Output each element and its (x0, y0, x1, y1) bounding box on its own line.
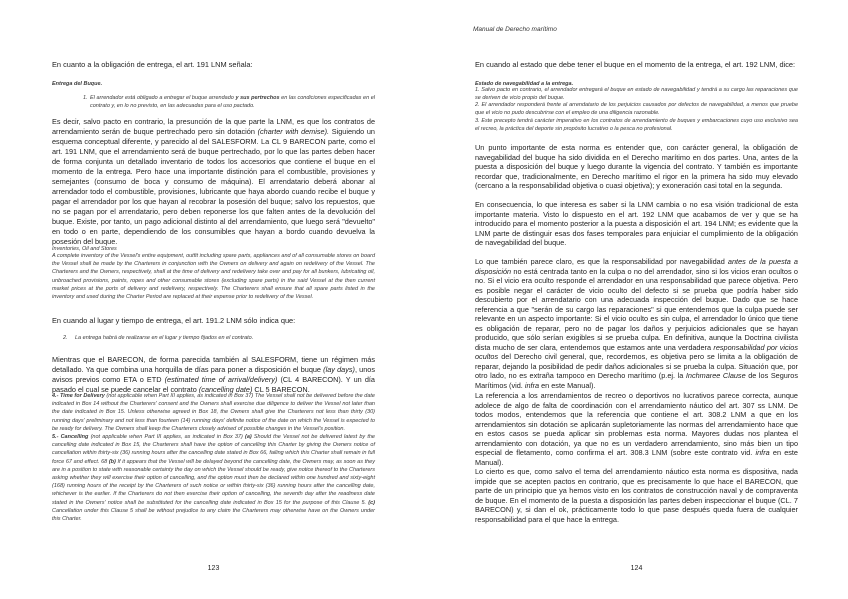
place-intro: En cuando al lugar y tiempo de entrega, el art. 191.2 LNM sólo indica que: (52, 316, 296, 325)
paragraph (475, 467, 798, 524)
emphasis-text: (charter with demise). (257, 127, 330, 136)
article-item: 1. Salvo pacto en contrario, el arrendador entregará el buque en estado de navegabilidad y tendrá a su cargo las reparaciones que se deriven de vicio propio del buque. (475, 87, 798, 101)
text-segment: no está centrada tanto en la culpa o no del arrendador, sino si los vicios eran ocultos o no. Si el vicio era oculto responde el arrendador en una responsabilidad que parece objetiva. Pero es posible negar el carácter de vicio oculto del defecto si se prueba que podría haber sido descubierto por el arrendatario con una adecuada inspección del buque. Dado que se hace referencia a que "serán de su cargo las reparaciones" si que entendemos que la culpa puede ser relevante en un aspecto importante: Si el vicio oculto es sin culpa, el arrendador lo único que tiene es obligación de reparar, pero no de pagar los daños y perjuicios adicionales que se hayan producido, que sólo serían exigibles si se prueba culpa. En definitiva, aunque la Doctrina civilista dista mucho de ser clara, entendemos que estamos ante una verdadera (475, 266, 798, 352)
text-segment: de los Seguros Marítimos (vid. (475, 371, 798, 390)
paragraph (475, 391, 798, 467)
text-segment: Cancellation under this Clause 5 shall be without prejudice to any claim the Charterers may otherwise have on the Owners under this Charter. (52, 507, 375, 523)
text-segment: (CL 4 BARECON). Y un día pasado el cual se puede cancelar el contrato (52, 375, 375, 394)
page-number: 123 (207, 565, 220, 572)
page-number: 124 (630, 565, 643, 572)
text-segment: Lo cierto es que, como salvo el tema del arrendamiento náutico esta norma es dispositiva, nada impide que se acepten pactos en contrario, que es precisamente lo que hace el BARECON, que parte de un principio que ya hemos visto en los contratos de construcción naval y de compraventa de buque. En el momento de la puesta a disposición las partes deben inspeccionar el buque (CL. 7 BARECON) y, si dan el ok, prácticamente todo lo que pase después queda fuera de cualquier responsabilidad para el que hace la entrega. (475, 467, 798, 524)
emphasis-text: infra (755, 448, 770, 457)
paragraph (475, 143, 798, 191)
bold-text: (a) (244, 434, 252, 441)
paragraph (52, 117, 375, 247)
obligation-intro: En cuanto a la obligación de entrega, el art. 191 LNM señala: (52, 60, 253, 69)
text-segment: (not applicable when Part III applies, as indicated in Box 37) The Vessel shall not be delivered before the date indicated in Box 14 without the Charterers' consent and the Owners shall exercise due diligence to deliver the Vessel not later than the date indicated in Box 15. Unless otherwise agreed in Box 18, the Owners shall give the Charterers not less than thirty (30) running days' preliminary and not less than fourteen (14) running days' definite notice of the date on which the Vessel is expected to be ready for delivery. The Owners shall keep the Charterers closely advised of possible changes in the Vessel's position. (52, 393, 375, 432)
paragraph (475, 200, 798, 248)
text-segment: En consecuencia, lo que interesa es saber si la LNM cambia o no esa visión tradicional de esta importante materia. Visto lo dispuesto en el art. 192 LNM que acabamos de ver y que se ha introducido para el momento posterior a la puesta a disposición el art. 194 LNM; es evidente que la LNM parte de distinguir esas dos fases temporales para enjuiciar el cumplimiento de la obligación de navegabilidad del buque. (475, 200, 798, 247)
emphasis-text: antes de la puesta a disposición (475, 257, 798, 276)
text-segment: If it appears that the Vessel will be delayed beyond the cancelling date, the Owners may, as soon as they are in a position to state with reasonable certainty the day on which the Vessel should be ready, give notice thereof to the Charterers asking whether they will exercise their option of cancelling, and the option must then be declared within one hundred and sixty-eight (168) running hours of the receipt by the Charterers of such notice or within thirty-six (36) running hours after the cancelling date, whichever is the earlier. If the Charterers do not then exercise their option of cancelling, the seventh day after the readiness date stated in the Owners' notice shall be substituted for the cancelling date indicated in Box 15 for the purpose of this Clause 5. (52, 458, 375, 506)
text-segment: La referencia a los arrendamientos de recreo o deportivos no lucrativos parece correcta, aunque adolece de algo de falta de coordinación con el arrendamiento náutico del art. 307 ss LNM. De todos modos, entendemos que la referencia que contiene el art. 308.2 LNM a que en los arrendamientos sin dotación se aplicarán supletoriamente las normas del arrendamiento hace que en estos casos se pueda aplicar sin problemas esta norma. Mayores dudas nos plantea el arrendamiento con dotación, ya que no es un verdadero arrendamiento, sino más bien un tipo especial de fletamento, como confirma el art. 308.3 LNM (sobre este contrato vid. (475, 391, 798, 457)
paragraph (475, 257, 798, 390)
text-segment: (not applicable when Part III applies, as indicated in Box 37) (88, 434, 245, 441)
article-title: Entrega del Buque. (52, 81, 103, 87)
text-segment: Mientras que el BARECON, de forma parecida también al SALESFORM, tiene un régimen más detallado. Ya que combina una horquilla de días para poner a disposición el buque (52, 355, 375, 374)
text-segment: Es decir, salvo pacto en contrario, la presunción de la que parte la LNM, es que los contratos de arrendamiento serán de buque pertrechado pero sin dotación (52, 117, 375, 136)
text-segment: El arrendador está obligado a entregar el buque arrendado (90, 95, 236, 101)
bold-text: (b) (108, 458, 116, 465)
state-intro: En cuando al estado que debe tener el buque en el momento de la entrega, el art. 192 LNM, dice: (475, 60, 796, 69)
item-text (90, 94, 375, 110)
emphasis-text: (estimated time of arrival/delivery) (164, 375, 278, 384)
item-number: 2. (63, 335, 68, 341)
emphasis-text: infra (524, 380, 540, 390)
text-segment: Should the Vessel not be delivered latest by the cancelling date indicated in Box 15, the Charterers shall have the option of cancelling this Charter by giving the Owners notice of cancellation within thirty-six (36) running hours after the cancelling date stated in Box 66, failing which this Charter shall remain in full force 67 and effect. 68 (52, 434, 375, 465)
paragraph (52, 355, 375, 395)
bold-text: y sus pertrechos (235, 95, 280, 101)
bold-text: 4.- Time for Delivery (52, 393, 105, 399)
article-item-1 (52, 94, 375, 110)
article-title: Estado de navegabilidad a la entrega. (475, 81, 574, 87)
text-segment: del Derecho civil general, que, recordemos, es objetiva pero se limita a la obligación de reparar, dejando la posibilidad de pedir daños adicionales si se prueba la culpa. Situación que, por otro lado, no es extraña tampoco en Derecho marítimo (p.ej. la (475, 352, 798, 380)
emphasis-text: (lay days) (323, 365, 355, 374)
text-segment: , unos avisos previos como ETA o ETD (52, 365, 375, 384)
text-segment: en este Manual). (475, 448, 798, 467)
item-number: 1. (83, 95, 88, 101)
article-item: 2. El arrendador responderá frente al arrendatario de los perjuicios causados por defectos de navegabilidad, a menos que pruebe que el vicio no pudo descubrirse con el empleo de una diligencia razonable. (475, 102, 798, 117)
text-segment: Siguiendo un esquema conceptual diferente, y parecido al del SALESFORM. La CL 9 BARECON parte, como el art. 191 LNM, que el arrendamiento será de buque pertrechado, por lo que las partes deben hacer de forma conjunta un detallado inventario de todos los accesorios que contiene el buque en el momento de la entrega. Pero hace una importante distinción para el combustible, provisiones y semejantes (consumo de boca y consumo de máquina). El arrendatario deberá abonar al arrendador todo el combustible, provisiones, lubricante que haya abordo cuando recibe el buque y pagar el arrendador por los que hayan al recobrar la posesión del buque; salvo los repuestos, que no se pagan por el arrendatario, pero deben reponerse los que falten antes de la devolución del buque. Existe, por tanto, un pago adicional distinto al del arrendamiento, que luego será "devuelto" en todo o en parte, dependiendo de los consumibles que hayan a bordo cuando devuelva la posesión del buque. (52, 127, 375, 246)
bold-text: (c) (368, 499, 375, 506)
text-segment: Un punto importante de esta norma es entender que, con carácter general, la obligación de navegabilidad del buque ha sido dividida en el Derecho marítimo en dos partes. Una, antes de la puesta a disposición del buque y luego durante la vigencia del contrato. Y también es importante recordar que, tradicionalmente, en Derecho marítimo el rigor en la primera ha sido muy elevado (cercano a la responsabilidad objetiva o cuasi objetiva); y exoneración casi total en la segunda. (475, 143, 798, 190)
emphasis-text: (cancelling date) (198, 385, 253, 394)
text-segment: CL 5 BARECON. (252, 385, 310, 394)
clause-quote (52, 392, 375, 523)
quote-title: Inventories, Oil and Stores (52, 246, 117, 252)
bold-text: 5.- Cancelling (52, 434, 89, 441)
emphasis-text: responsabilidad por vicios ocultos (475, 342, 798, 361)
text-segment: Lo que también parece claro, es que la responsabilidad por navegabilidad (475, 257, 728, 266)
text-segment: en este Manual). (539, 380, 596, 390)
emphasis-text: Inchmaree Clause (685, 371, 746, 380)
running-header: Manual de Derecho marítimo (473, 26, 557, 33)
text-segment: en las condiciones especificadas en el contrato y, en lo no previsto, en las adecuadas para el uso pactado. (90, 95, 375, 110)
article-item: 3. Este precepto tendrá carácter imperativo en los contratos de arrendamiento de buques y embarcaciones cuyo uso exclusivo sea el recreo, la práctica del deporte sin propósito lucrativo o la pesca no profesional. (475, 117, 798, 132)
quote-text: A complete inventory of the Vessel's entire equipment, outfit including spare parts, appliances and of all consumable stores on board the Vessel shall be made by the Charterers in conjunction with the Owners on delivery and again on redelivery of the Vessel. The Charterers and the Owners, respectively, shall at the time of delivery and redelivery take over and pay for all bunkers, lubricating oil, unbroached provisions, paints, ropes and other consumable stores (excluding spare parts) in the said Vessel at the then current market prices at the ports of delivery and redelivery, respectively. The Charterers shall ensure that all spare parts listed in the inventory and used during the Charter Period are replaced at their expense prior to redelivery of the Vessel. (52, 253, 375, 301)
article-items (475, 87, 798, 133)
article-item-2 (52, 334, 375, 342)
item-text: La entrega habrá de realizarse en el lugar y tiempo fijados en el contrato. (75, 335, 254, 341)
